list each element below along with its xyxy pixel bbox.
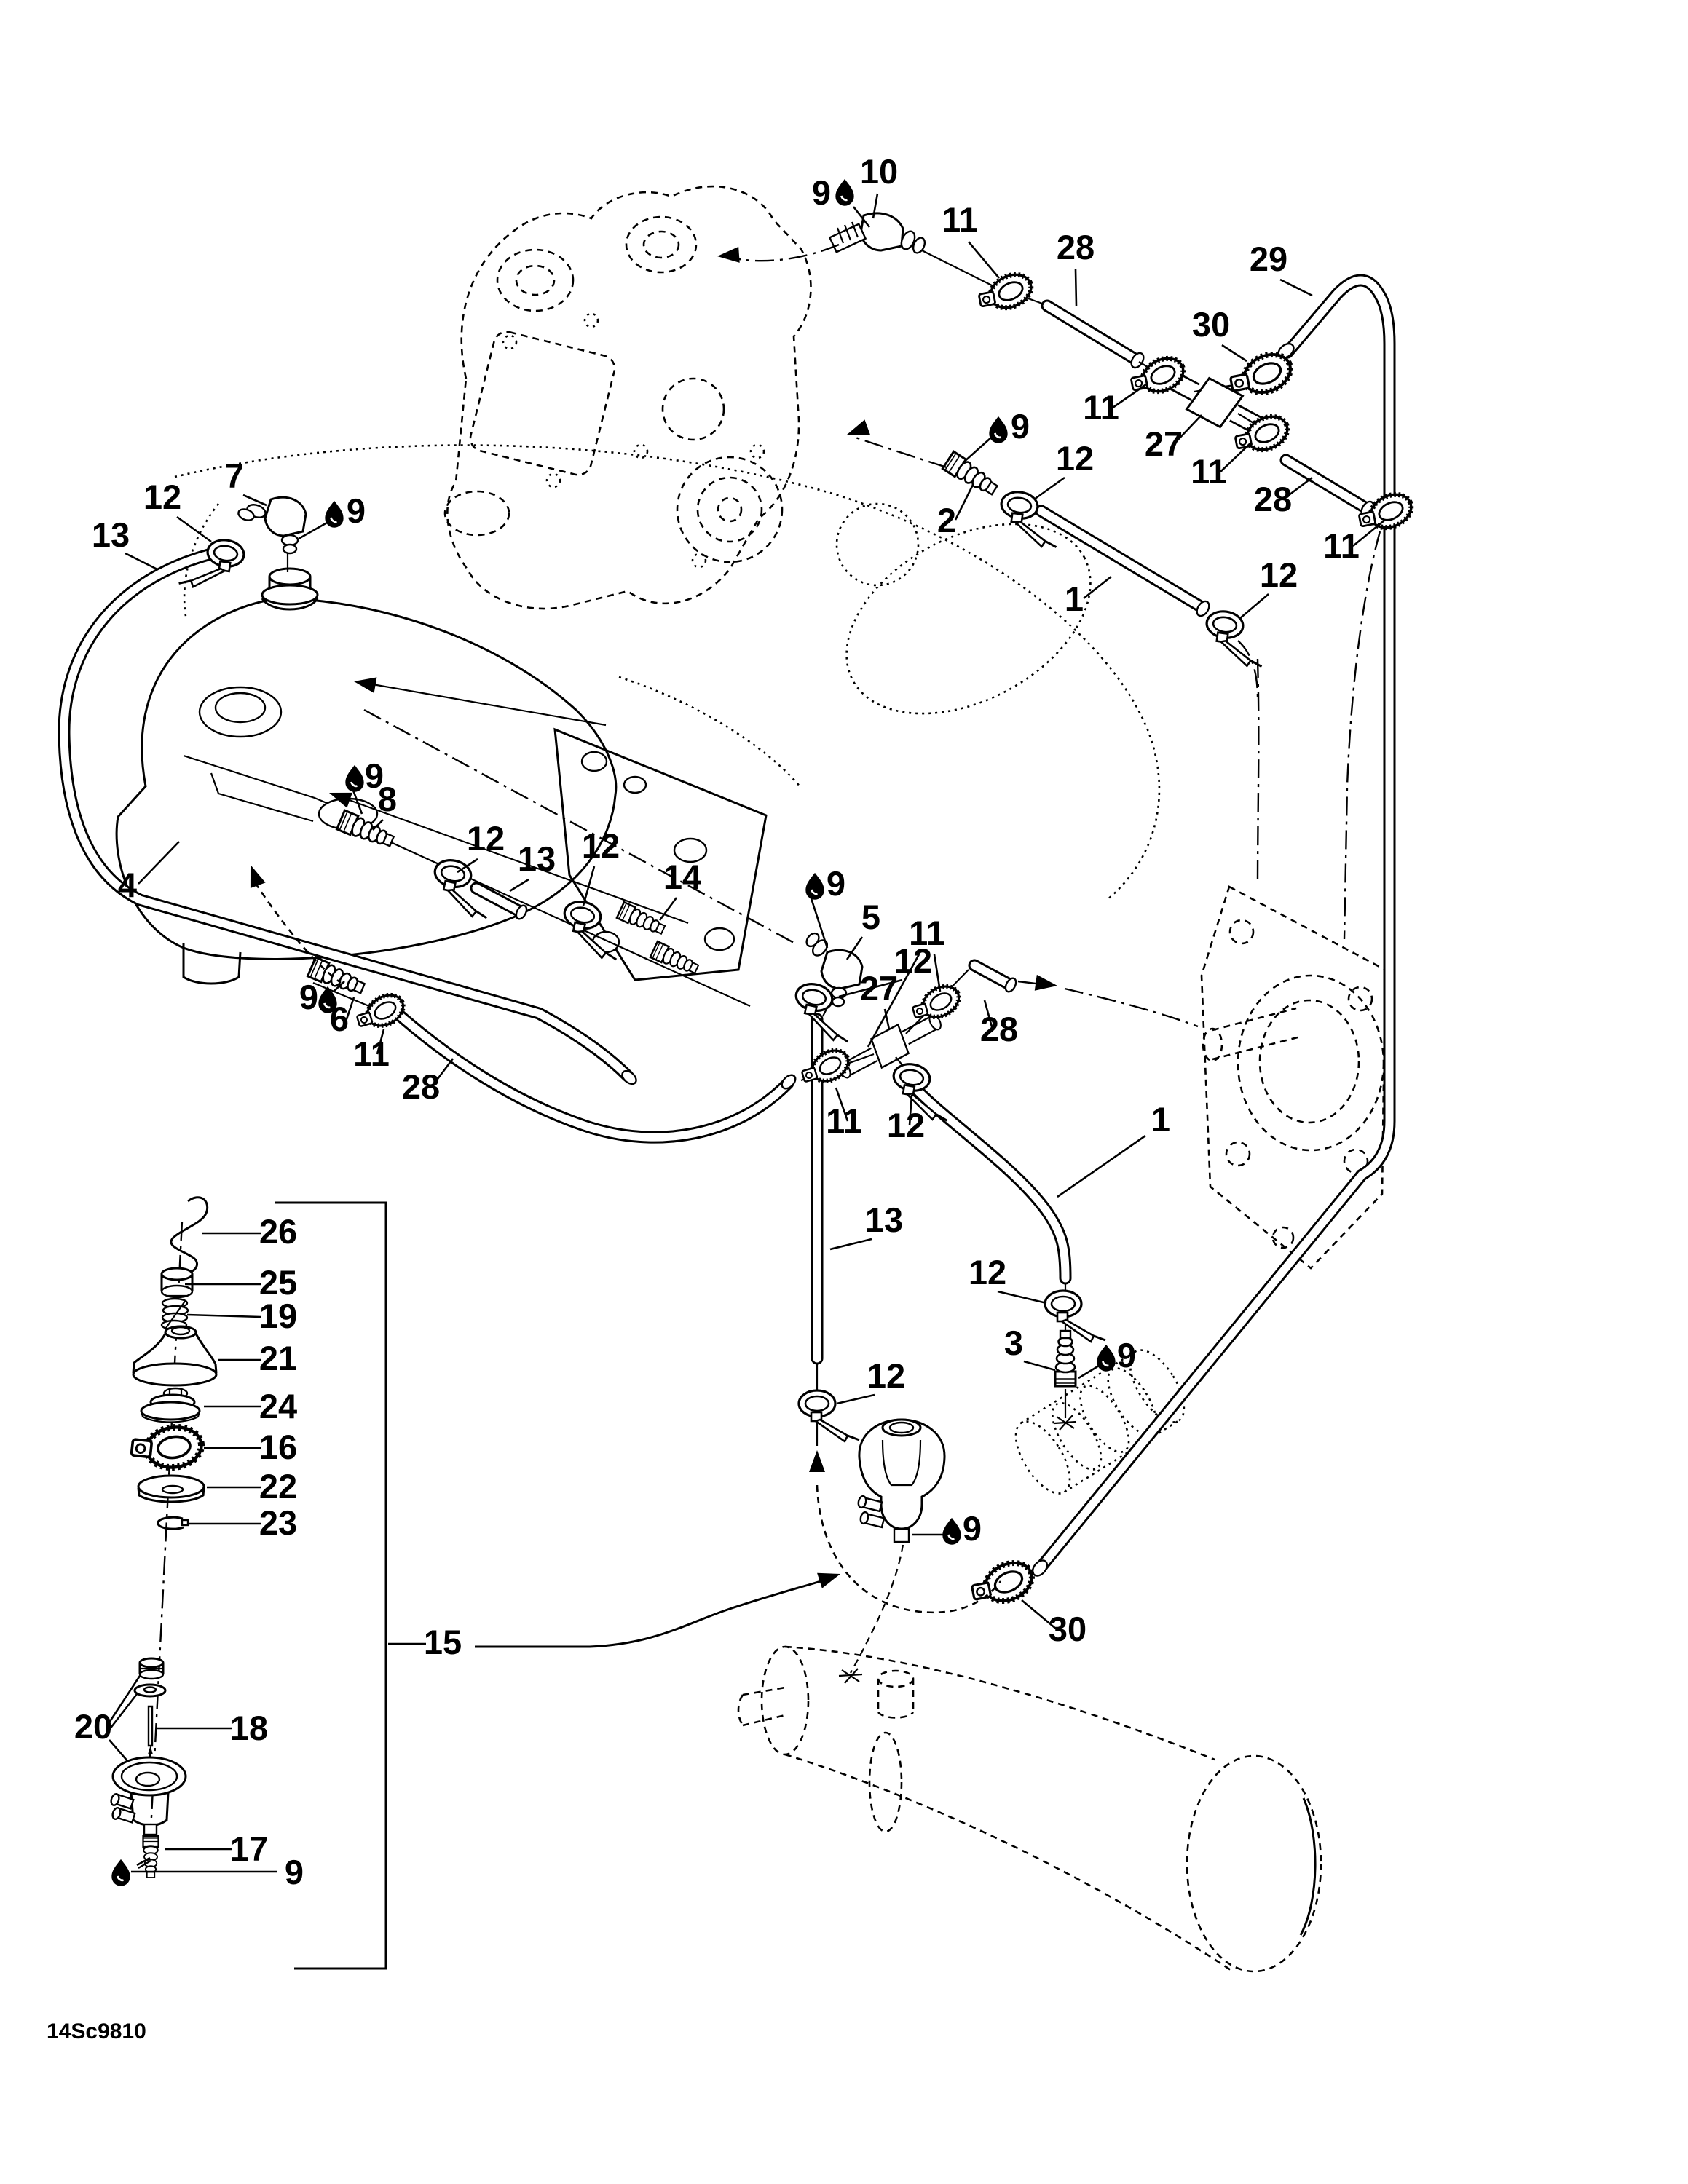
callout-number: 27 xyxy=(1144,424,1183,463)
callout-11-23 xyxy=(353,1029,390,1073)
tie-12-f xyxy=(789,981,859,1043)
hose-28-top-a xyxy=(1047,306,1146,370)
callout-2-12 xyxy=(937,485,973,539)
oil-drop-icon xyxy=(1097,1345,1115,1372)
hose-28-lower-left xyxy=(399,1015,798,1137)
callout-5-32 xyxy=(847,898,880,960)
oil-drop-icon xyxy=(989,416,1007,443)
callout-13-40 xyxy=(830,1200,903,1249)
callout-number: 28 xyxy=(979,1010,1019,1048)
callout-number: 13 xyxy=(864,1200,904,1239)
callout-number: 23 xyxy=(259,1503,298,1542)
callout-28-36 xyxy=(980,1000,1018,1048)
callout-number: 2 xyxy=(936,501,957,539)
callout-leader xyxy=(969,242,999,278)
muffler xyxy=(738,1545,1321,1971)
callout-leader xyxy=(243,495,267,505)
diagram-code: 14Sc9810 xyxy=(47,2019,146,2043)
callout-number: 1 xyxy=(1151,1100,1171,1139)
part-26-wire-clip xyxy=(171,1198,208,1273)
callout-28-9 xyxy=(1254,478,1312,518)
callout-27-34 xyxy=(860,969,898,1029)
callout-number: 13 xyxy=(517,839,556,878)
fitting-3 xyxy=(1055,1331,1076,1386)
callout-number: 11 xyxy=(1191,452,1227,491)
callout-24-52 xyxy=(204,1387,297,1425)
callout-number: 12 xyxy=(1259,555,1298,594)
callout-number: 28 xyxy=(1056,228,1095,266)
fitting-14-a xyxy=(617,902,667,938)
callout-11-2 xyxy=(942,200,999,278)
callout-15-47 xyxy=(388,1623,462,1661)
callouts-layer xyxy=(74,152,1385,1891)
callout-leader xyxy=(109,1694,137,1730)
callout-leader xyxy=(963,438,990,463)
hose-1-lower xyxy=(915,1088,1065,1337)
callout-9-59 xyxy=(111,1853,304,1891)
callout-number: 9 xyxy=(284,1853,304,1891)
callout-leader xyxy=(1084,577,1111,598)
callout-leader xyxy=(998,1291,1046,1303)
callout-number: 9 xyxy=(346,491,366,530)
callout-29-4 xyxy=(1250,240,1312,296)
callout-leader xyxy=(1034,478,1065,499)
callout-12-13 xyxy=(1034,439,1094,499)
assembly-axis-lines xyxy=(288,243,1264,1080)
callout-number: 9 xyxy=(1116,1336,1137,1374)
part-23-snap-ring xyxy=(158,1517,188,1529)
callout-number: 24 xyxy=(259,1387,298,1425)
callout-number: 27 xyxy=(859,969,899,1008)
engine-block xyxy=(445,186,811,609)
callout-number: 11 xyxy=(826,1101,862,1140)
callout-number: 1 xyxy=(1064,579,1084,618)
callout-number: 25 xyxy=(259,1263,298,1302)
clamp-11-a xyxy=(974,269,1037,320)
callout-number: 4 xyxy=(117,866,138,904)
callout-number: 12 xyxy=(1055,439,1095,478)
callout-12-29 xyxy=(582,826,620,906)
oil-reservoir xyxy=(857,1420,944,1542)
callout-9-11 xyxy=(963,407,1030,463)
callout-leader xyxy=(1222,345,1247,361)
callout-17-58 xyxy=(165,1829,268,1868)
callout-number: 11 xyxy=(909,914,945,952)
callout-11-10 xyxy=(1323,520,1385,565)
callout-leader xyxy=(1078,1366,1099,1378)
oil-drop-icon xyxy=(345,765,363,792)
callout-12-42 xyxy=(969,1253,1046,1303)
callout-number: 26 xyxy=(259,1212,298,1251)
jet-pump xyxy=(1202,531,1385,1268)
callout-number: 10 xyxy=(859,152,899,191)
callout-number: 12 xyxy=(867,1356,906,1395)
callout-18-57 xyxy=(157,1709,268,1747)
callout-leader xyxy=(1057,1136,1145,1197)
callout-number: 14 xyxy=(663,858,702,896)
callout-number: 9 xyxy=(364,756,384,795)
callout-number: 12 xyxy=(886,1106,926,1144)
callout-number: 12 xyxy=(968,1253,1007,1291)
part-24-valve-washer xyxy=(141,1388,200,1423)
callout-number: 9 xyxy=(1010,407,1030,446)
clamp-11-f xyxy=(797,1045,853,1093)
callout-number: 3 xyxy=(1003,1324,1024,1362)
callout-leader xyxy=(837,1395,875,1404)
callout-number: 5 xyxy=(861,898,881,936)
fitting-2 xyxy=(942,451,1000,499)
callout-13-28 xyxy=(510,839,556,891)
callout-30-5 xyxy=(1192,305,1247,361)
callout-13-16 xyxy=(92,515,157,569)
callout-number: 12 xyxy=(143,478,182,516)
part-19-spring xyxy=(162,1299,188,1329)
part-16-clamp xyxy=(128,1424,204,1473)
callout-number: 12 xyxy=(894,941,933,980)
callout-leader xyxy=(138,842,179,884)
callout-leader xyxy=(955,485,973,520)
tie-12-g xyxy=(799,1390,859,1441)
callout-11-6 xyxy=(1083,384,1146,427)
callout-leader xyxy=(1239,594,1269,619)
hose-28-top-b xyxy=(1286,460,1376,518)
callout-number: 18 xyxy=(229,1709,269,1747)
callout-11-8 xyxy=(1191,443,1251,491)
callout-number: 11 xyxy=(353,1034,390,1073)
part-25-cap xyxy=(162,1268,192,1297)
callout-number: 12 xyxy=(466,819,505,858)
callout-number: 28 xyxy=(1253,480,1293,518)
callout-number: 13 xyxy=(91,515,130,554)
callout-12-15 xyxy=(1239,555,1298,619)
callout-12-41 xyxy=(837,1356,905,1404)
part-22-diaphragm-dish xyxy=(138,1476,204,1502)
callout-11-37 xyxy=(826,1088,862,1140)
callout-1-39 xyxy=(1057,1100,1170,1197)
callout-number: 12 xyxy=(581,826,620,865)
tie-12-i xyxy=(1045,1291,1105,1342)
callout-number: 19 xyxy=(259,1297,298,1335)
fitting-10-elbow xyxy=(829,213,927,255)
callout-number: 7 xyxy=(224,456,245,495)
callout-number: 22 xyxy=(259,1467,298,1506)
callout-number: 21 xyxy=(259,1339,298,1377)
callout-leader xyxy=(660,898,677,920)
callout-number: 28 xyxy=(401,1067,441,1106)
callout-10-1 xyxy=(860,152,898,218)
callout-number: 17 xyxy=(229,1829,269,1868)
oil-drop-icon xyxy=(835,179,853,206)
callout-leader xyxy=(125,553,157,569)
callout-leader xyxy=(830,1239,872,1249)
callout-leader xyxy=(510,879,529,891)
callout-number: 9 xyxy=(299,978,319,1016)
callout-leader xyxy=(187,1315,261,1317)
part-20-piston xyxy=(140,1658,163,1679)
callout-1-14 xyxy=(1065,577,1111,618)
callout-9-19 xyxy=(299,491,366,539)
callout-3-43 xyxy=(1004,1324,1055,1370)
callout-9-45 xyxy=(912,1509,982,1548)
oil-drop-icon xyxy=(111,1859,130,1886)
oil-drop-icon xyxy=(325,501,343,528)
callout-4-20 xyxy=(118,842,179,904)
callout-28-3 xyxy=(1057,228,1095,306)
callout-number: 6 xyxy=(329,1000,350,1038)
callout-30-46 xyxy=(1022,1600,1086,1648)
callout-14-30 xyxy=(660,858,701,920)
callout-7-18 xyxy=(225,456,267,505)
callout-number: 9 xyxy=(962,1509,982,1548)
fitting-7-elbow xyxy=(237,497,306,553)
hose-28-stub-mid xyxy=(974,965,1018,994)
callout-20-56 xyxy=(74,1676,140,1762)
callout-number: 9 xyxy=(811,173,832,212)
callout-16-53 xyxy=(204,1428,297,1466)
callout-leader xyxy=(1024,1361,1055,1370)
oil-drop-icon xyxy=(805,873,824,900)
part-20-washer xyxy=(135,1685,165,1696)
callout-number: 30 xyxy=(1191,305,1231,344)
callout-9-44 xyxy=(1078,1336,1136,1378)
callout-number: 15 xyxy=(423,1623,462,1661)
callout-leader xyxy=(934,954,940,992)
assembly-indicators xyxy=(243,245,1258,1647)
callout-19-50 xyxy=(187,1297,297,1335)
callout-number: 11 xyxy=(1083,388,1119,427)
callout-22-54 xyxy=(207,1467,297,1506)
callout-26-48 xyxy=(202,1212,297,1251)
callout-number: 30 xyxy=(1048,1610,1087,1648)
callout-number: 11 xyxy=(942,200,978,239)
callout-number: 8 xyxy=(377,780,398,818)
oil-drop-icon xyxy=(942,1518,961,1545)
callout-leader xyxy=(1280,280,1312,296)
clamp-11-e xyxy=(352,989,409,1037)
callout-number: 11 xyxy=(1323,526,1360,565)
callout-leader xyxy=(109,1676,140,1722)
callout-23-55 xyxy=(188,1503,297,1542)
callout-number: 20 xyxy=(74,1707,113,1746)
callout-number: 16 xyxy=(259,1428,298,1466)
callout-number: 9 xyxy=(826,864,846,903)
part-20-diaphragm-body xyxy=(110,1757,186,1835)
callout-21-51 xyxy=(218,1339,297,1377)
callout-number: 29 xyxy=(1249,240,1288,278)
callout-28-24 xyxy=(402,1059,453,1106)
callout-6-22 xyxy=(330,997,354,1038)
